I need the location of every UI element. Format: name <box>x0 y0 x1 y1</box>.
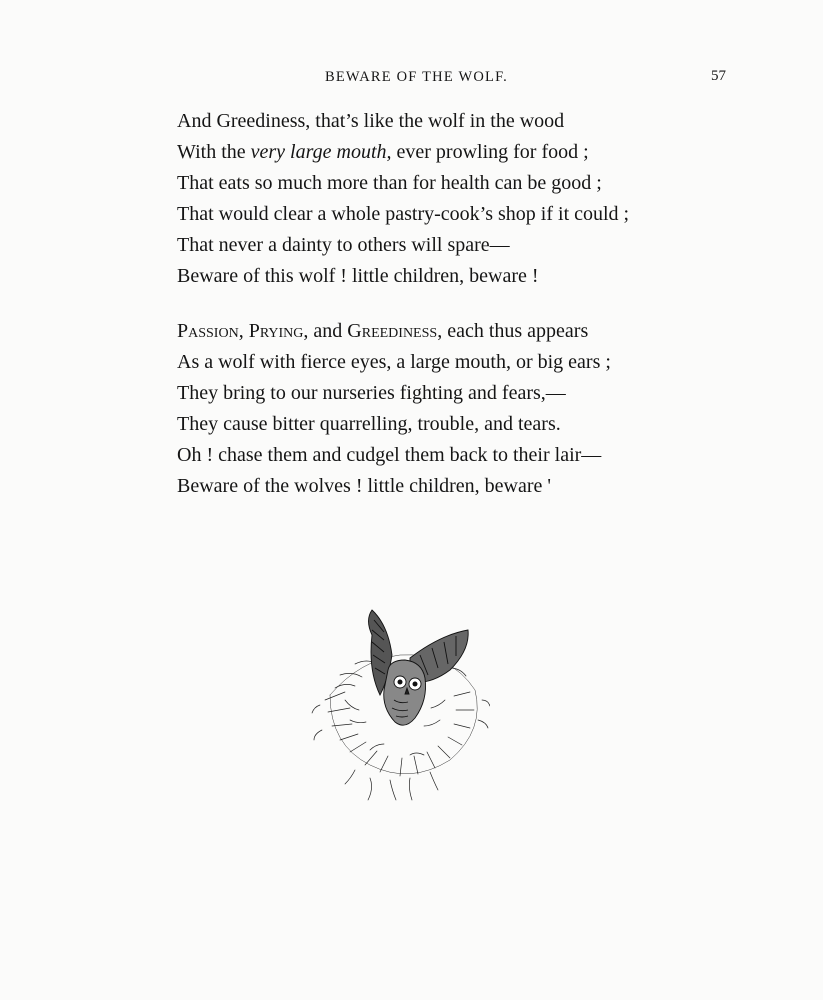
verse-line <box>177 137 629 168</box>
owl-vignette-engraving <box>310 600 490 805</box>
verse-line: Oh ! chase them and cudgel them back to their lair— <box>177 444 602 466</box>
verse-text: , and <box>303 320 348 342</box>
verse-text: , <box>238 320 249 342</box>
italic-phrase: very large mouth, <box>250 141 392 163</box>
running-title: BEWARE OF THE WOLF. <box>324 69 509 85</box>
verse-line: Beware of the wolves ! little children, beware ' <box>177 475 552 497</box>
stanza-2 <box>177 316 611 502</box>
verse-line: Beware of this wolf ! little children, beware ! <box>177 265 539 287</box>
verse-line: That eats so much more than for health can be good ; <box>177 172 602 194</box>
verse-line: And Greediness, that’s like the wolf in the wood <box>177 110 565 132</box>
verse-line: As a wolf with fierce eyes, a large mouth, or big ears ; <box>177 351 611 373</box>
small-caps-word: Passion <box>177 320 239 342</box>
verse-line <box>177 316 611 347</box>
small-caps-word: Prying <box>248 320 304 342</box>
verse-text: , each thus appears <box>437 320 589 342</box>
page-number: 57 <box>711 68 726 84</box>
verse-line: They cause bitter quarrelling, trouble, and tears. <box>177 413 561 435</box>
small-caps-word: Greediness <box>347 320 438 342</box>
stanza-1 <box>177 106 629 292</box>
verse-text: ever prowling for food ; <box>391 141 589 163</box>
verse-line: That never a dainty to others will spare— <box>177 234 510 256</box>
verse-line: They bring to our nurseries fighting and fears,— <box>177 382 566 404</box>
verse-line: That would clear a whole pastry-cook’s shop if it could ; <box>177 203 630 225</box>
verse-text: With the <box>177 141 251 163</box>
